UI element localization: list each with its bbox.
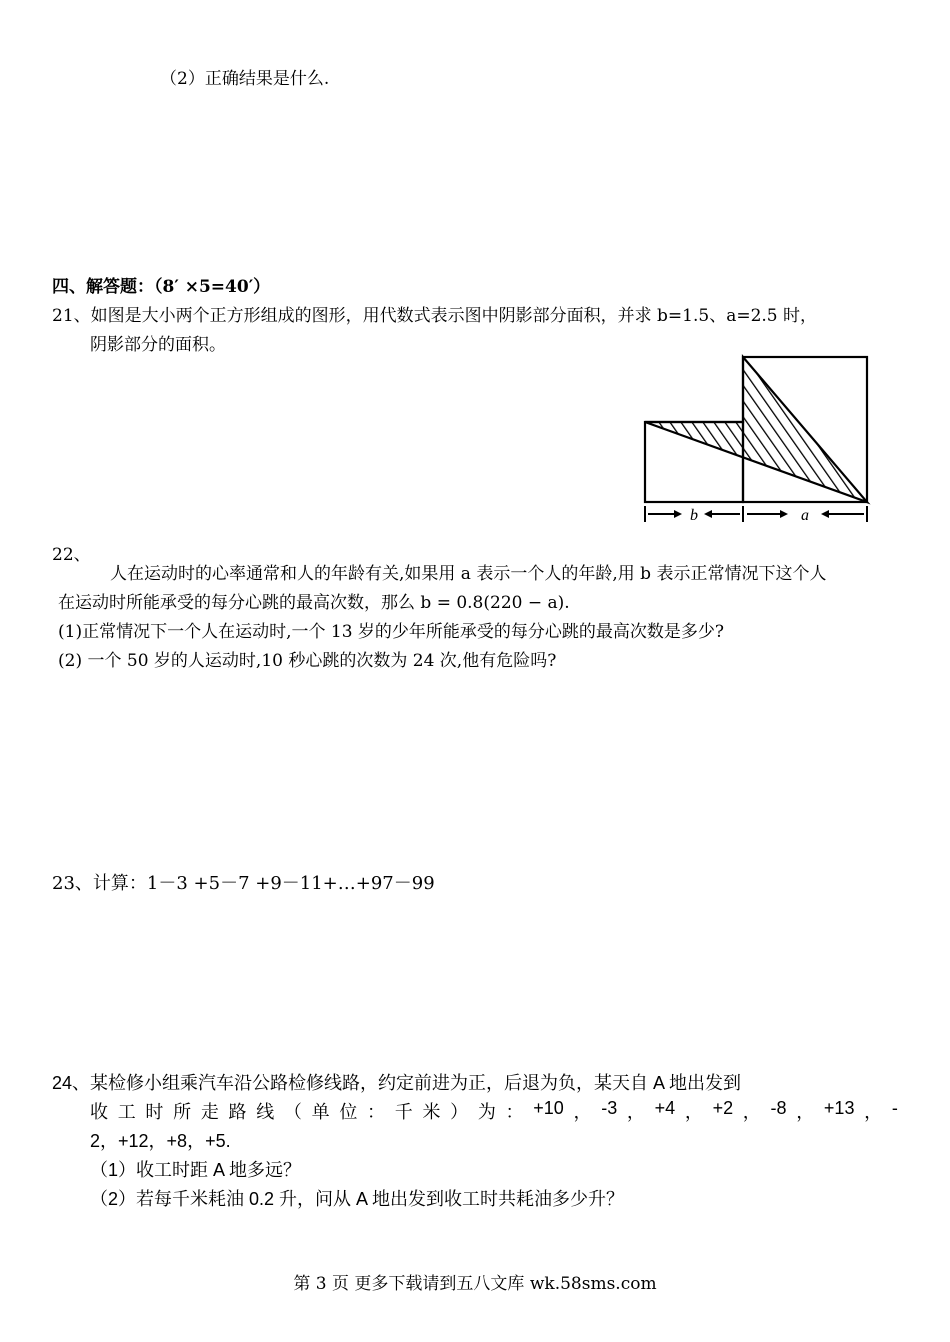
q24-token: -3 bbox=[601, 1098, 618, 1118]
q24-token: ， bbox=[864, 1102, 883, 1122]
q24-token: ， bbox=[742, 1102, 761, 1122]
q24-part1: （1）收工时距 A 地多远？ bbox=[90, 1160, 302, 1180]
q24-token: +2 bbox=[712, 1098, 734, 1118]
q24-line1-text: 某检修小组乘汽车沿公路检修线路，约定前进为正，后退为负，某天自 A 地出发到 bbox=[90, 1073, 742, 1093]
arrow-right-icon bbox=[780, 510, 788, 518]
q24-token: 位 bbox=[339, 1102, 358, 1122]
q24-token: ， bbox=[796, 1102, 815, 1122]
q22-number: 22、 bbox=[52, 545, 91, 565]
q24-token: +10 bbox=[533, 1098, 564, 1118]
q24-token: ， bbox=[573, 1102, 592, 1122]
q24-token: 千 bbox=[394, 1102, 413, 1122]
page-footer: 第 3 页 更多下载请到五八文库 wk.58sms.com bbox=[293, 1274, 657, 1294]
q24-token: ： bbox=[367, 1102, 386, 1122]
q23-text: 计算：1－3 +5－7 +9－11+…+97－99 bbox=[92, 873, 435, 894]
arrow-left-icon bbox=[821, 510, 829, 518]
q24-part2: （2）若每千米耗油 0.2 升，问从 A 地出发到收工时共耗油多少升？ bbox=[90, 1189, 625, 1209]
q24-line3: 2，+12，+8，+5. bbox=[90, 1131, 231, 1151]
q21-line1: 21、如图是大小两个正方形组成的图形，用代数式表示图中阴影部分面积，并求 b=1.5、a=2.5 时， bbox=[52, 306, 818, 326]
q24-token: 为 bbox=[477, 1102, 496, 1122]
section-heading bbox=[52, 272, 270, 297]
q24-token: 线 bbox=[256, 1102, 275, 1122]
two-squares-figure bbox=[640, 352, 872, 528]
q24-token: 工 bbox=[117, 1102, 136, 1122]
q24-token: 所 bbox=[173, 1102, 192, 1122]
arrow-right-icon bbox=[674, 510, 682, 518]
q24-number: 24、 bbox=[52, 1073, 91, 1093]
q24-token: 米 bbox=[422, 1102, 441, 1122]
q24-token: 单 bbox=[311, 1102, 330, 1122]
q24-token: 收 bbox=[90, 1102, 108, 1122]
q22-part1: (1)正常情况下一个人在运动时,一个 13 岁的少年所能承受的每分心跳的最高次数是多少? bbox=[58, 622, 725, 642]
q24-line1 bbox=[52, 1069, 741, 1095]
section-heading-score: （8′ ×5=40′） bbox=[154, 277, 271, 297]
q21-line2: 阴影部分的面积。 bbox=[90, 335, 226, 355]
q22-part2: (2) 一个 50 岁的人运动时,10 秒心跳的次数为 24 次,他有危险吗? bbox=[58, 651, 557, 671]
q24-token: 路 bbox=[228, 1102, 247, 1122]
label-b: b bbox=[690, 507, 698, 524]
q22-line1: 人在运动时的心率通常和人的年龄有关,如果用 a 表示一个人的年龄,用 b 表示正常情况下这个人 bbox=[110, 564, 827, 584]
q24-token: +4 bbox=[654, 1098, 676, 1118]
shaded-region bbox=[645, 357, 867, 502]
q24-token: ） bbox=[450, 1102, 469, 1122]
q20-part2: （2）正确结果是什么. bbox=[160, 69, 330, 89]
q24-token: ， bbox=[684, 1102, 703, 1122]
q23 bbox=[52, 869, 435, 895]
q24-token: ： bbox=[505, 1102, 524, 1122]
q24-token: - bbox=[891, 1098, 898, 1118]
q24-token: ， bbox=[626, 1102, 645, 1122]
q24-line2 bbox=[90, 1098, 898, 1124]
q24-token: 走 bbox=[200, 1102, 219, 1122]
q24-token: （ bbox=[283, 1102, 302, 1122]
section-heading-title: 四、解答题： bbox=[52, 277, 154, 297]
q22-line2: 在运动时所能承受的每分心跳的最高次数，那么 b = 0.8(220 − a). bbox=[58, 593, 570, 613]
arrow-left-icon bbox=[704, 510, 712, 518]
q24-token: -8 bbox=[770, 1098, 787, 1118]
q24-token: 时 bbox=[145, 1102, 164, 1122]
q23-number: 23、 bbox=[52, 873, 93, 894]
label-a: a bbox=[801, 507, 809, 524]
q24-token: +13 bbox=[823, 1098, 855, 1118]
